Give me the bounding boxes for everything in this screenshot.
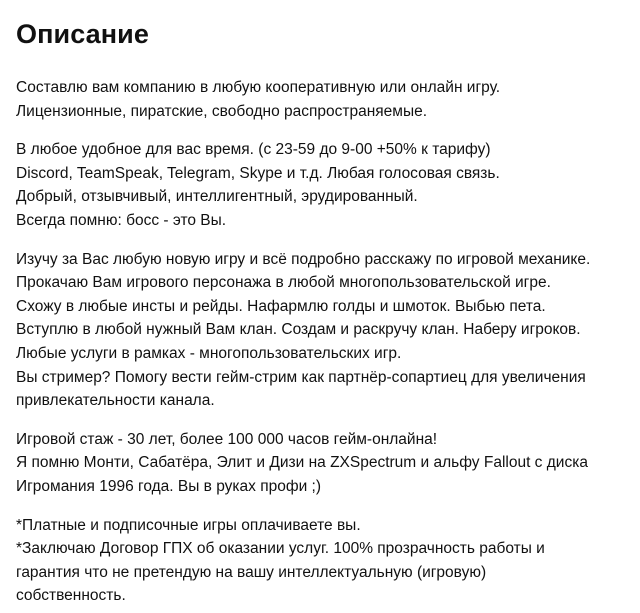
text-line: Изучу за Вас любую новую игру и всё подробно расскажу по игровой механике.	[16, 250, 591, 268]
text-line: *Платные и подписочные игры оплачиваете вы.	[16, 516, 361, 534]
paragraph-notes	[16, 514, 624, 608]
text-line: Схожу в любые инсты и рейды. Нафармлю голды и шмоток. Выбью пета.	[16, 297, 546, 315]
section-heading: Описание	[16, 19, 149, 49]
text-line: Я помню Монти, Сабатёра, Элит и Дизи на ZXSpectrum и альфу Fallout с диска	[16, 454, 588, 472]
paragraph-experience	[16, 428, 624, 499]
text-line: *Заключаю Договор ГПХ об оказании услуг. 100% прозрачность работы и	[16, 540, 545, 558]
text-line: Прокачаю Вам игрового персонажа в любой многопользовательской игре.	[16, 274, 551, 292]
text-line: Discord, TeamSpeak, Telegram, Skype и т.д. Любая голосовая связь.	[16, 164, 500, 182]
text-line: В любое удобное для вас время. (с 23-59 до 9-00 +50% к тарифу)	[16, 141, 491, 159]
text-line: Всегда помню: босс - это Вы.	[16, 211, 227, 229]
paragraph-services	[16, 248, 624, 413]
paragraph-company	[16, 76, 624, 123]
text-line: Игровой стаж - 30 лет, более 100 000 часов гейм-онлайна!	[16, 430, 438, 448]
text-line: Игромания 1996 года. Вы в руках профи ;)	[16, 477, 322, 495]
text-line: гарантия что не претендую на вашу интеллектуальную (игровую)	[16, 563, 487, 581]
paragraph-availability	[16, 138, 624, 232]
text-line: Вступлю в любой нужный Вам клан. Создам и раскручу клан. Наберу игроков.	[16, 321, 581, 339]
text-line: Вы стример? Помогу вести гейм-стрим как партнёр-сопартиец для увеличения	[16, 368, 586, 386]
text-line: привлекательности канала.	[16, 392, 215, 410]
text-line: Добрый, отзывчивый, интеллигентный, эрудированный.	[16, 188, 418, 206]
text-line: Лицензионные, пиратские, свободно распространяемые.	[16, 102, 428, 120]
text-line: собственность.	[16, 587, 126, 605]
text-line: Составлю вам компанию в любую кооперативную или онлайн игру.	[16, 79, 501, 96]
text-line: Любые услуги в рамках - многопользовательских игр.	[16, 344, 402, 362]
